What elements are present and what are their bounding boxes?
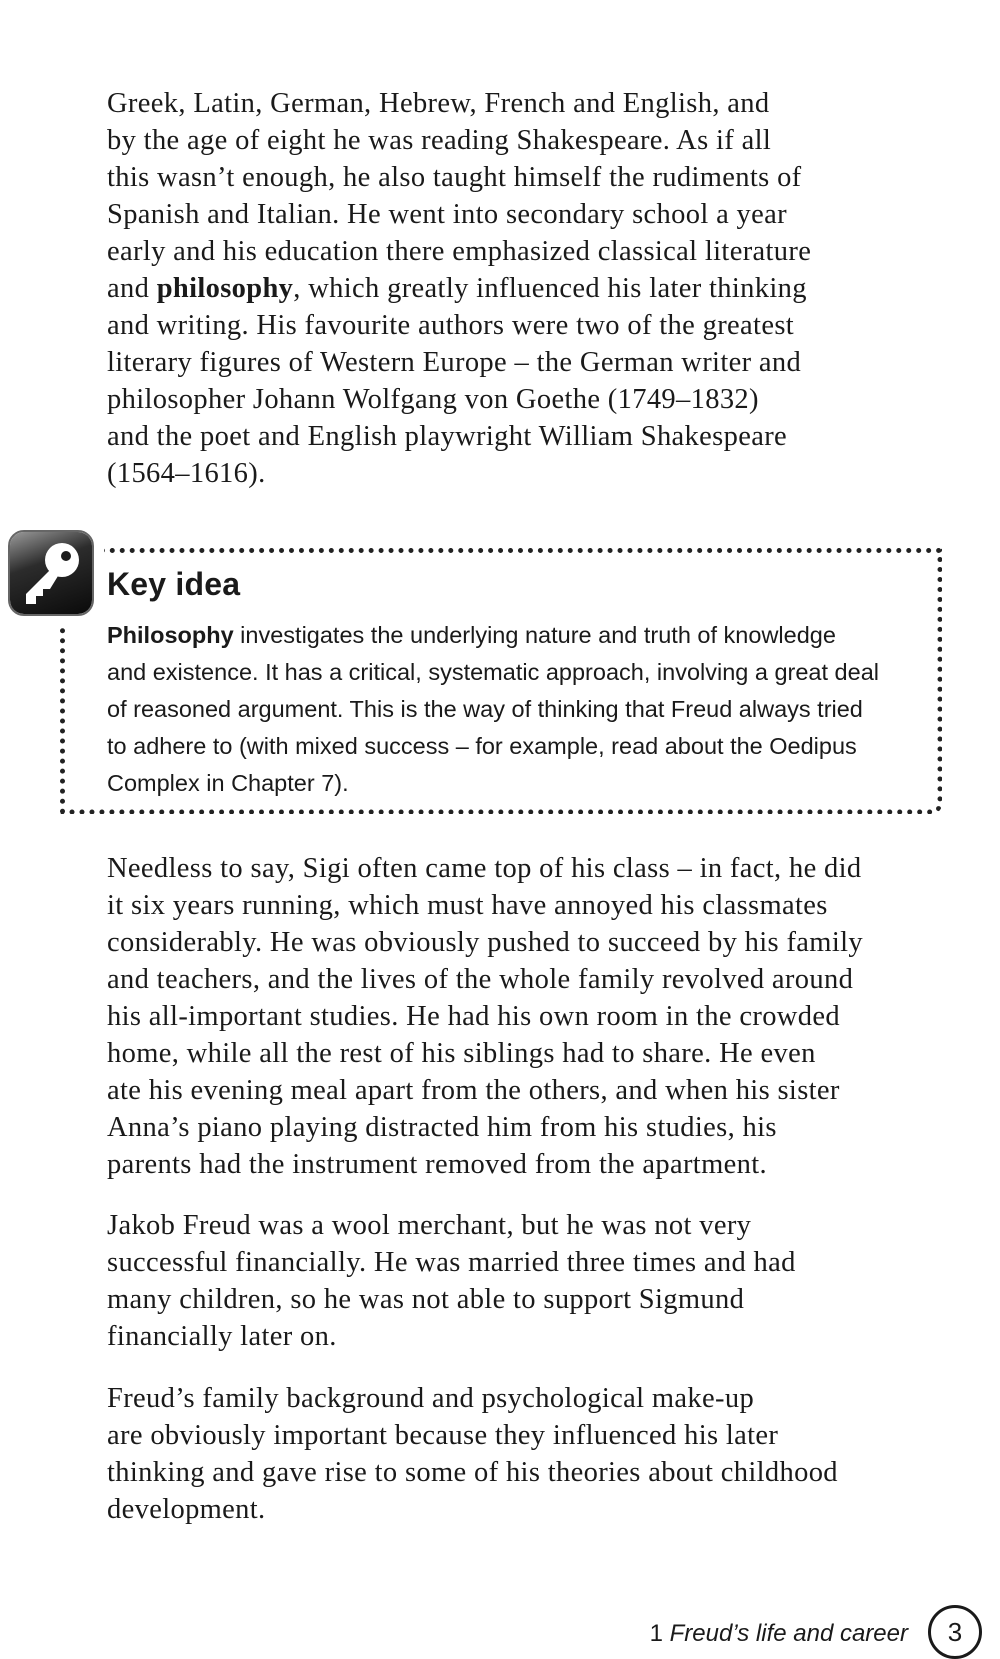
key-icon bbox=[8, 530, 94, 616]
key-idea-term: Philosophy bbox=[107, 622, 234, 648]
text-line: literary figures of Western Europe – the German writer and bbox=[107, 347, 802, 378]
text-line: Anna’s piano playing distracted him from his studies, his bbox=[107, 1112, 777, 1143]
text-line: and the poet and English playwright William Shakespeare bbox=[107, 421, 788, 452]
text-line: financially later on. bbox=[107, 1321, 337, 1352]
text-line bbox=[107, 270, 811, 307]
text-line: his all-important studies. He had his own room in the crowded bbox=[107, 1001, 840, 1032]
text-line: are obviously important because they influenced his later bbox=[107, 1420, 779, 1451]
text-span: , which greatly influenced his later thinking bbox=[293, 273, 807, 304]
text-span: and bbox=[107, 273, 157, 304]
chapter-number: 1 bbox=[649, 1620, 663, 1647]
text-line: (1564–1616). bbox=[107, 458, 266, 489]
key-icon-graphic bbox=[10, 532, 92, 614]
text-line: parents had the instrument removed from the apartment. bbox=[107, 1149, 767, 1180]
text-line: Spanish and Italian. He went into secondary school a year bbox=[107, 199, 787, 230]
text-span: investigates the underlying nature and truth of knowledge bbox=[233, 622, 836, 648]
text-line: Needless to say, Sigi often came top of his class – in fact, he did bbox=[107, 853, 862, 884]
text-line: Freud’s family background and psychological make-up bbox=[107, 1383, 755, 1414]
key-idea-text bbox=[107, 617, 879, 802]
text-line: home, while all the rest of his siblings had to share. He even bbox=[107, 1038, 816, 1069]
text-line: and writing. His favourite authors were two of the greatest bbox=[107, 310, 795, 341]
text-line: ate his evening meal apart from the others, and when his sister bbox=[107, 1075, 840, 1106]
text-line bbox=[107, 617, 879, 654]
text-line: this wasn’t enough, he also taught himself the rudiments of bbox=[107, 162, 802, 193]
paragraph-3 bbox=[107, 1207, 796, 1355]
text-line: and existence. It has a critical, systematic approach, involving a great deal bbox=[107, 659, 879, 685]
text-line: Greek, Latin, German, Hebrew, French and English, and bbox=[107, 88, 770, 119]
text-line: successful financially. He was married three times and had bbox=[107, 1247, 796, 1278]
text-line: of reasoned argument. This is the way of thinking that Freud always tried bbox=[107, 696, 863, 722]
text-line: development. bbox=[107, 1494, 266, 1525]
text-line: considerably. He was obviously pushed to succeed by his family bbox=[107, 927, 863, 958]
paragraph-2 bbox=[107, 850, 863, 1183]
text-line: and teachers, and the lives of the whole family revolved around bbox=[107, 964, 854, 995]
text-line: Complex in Chapter 7). bbox=[107, 770, 349, 796]
text-line: philosopher Johann Wolfgang von Goethe (1749–1832) bbox=[107, 384, 759, 415]
text-line: by the age of eight he was reading Shakespeare. As if all bbox=[107, 125, 772, 156]
text-line: many children, so he was not able to support Sigmund bbox=[107, 1284, 745, 1315]
text-line: thinking and gave rise to some of his theories about childhood bbox=[107, 1457, 838, 1488]
running-footer bbox=[650, 1620, 908, 1648]
paragraph-4 bbox=[107, 1380, 838, 1528]
text-line: Jakob Freud was a wool merchant, but he was not very bbox=[107, 1210, 752, 1241]
key-idea-title: Key idea bbox=[107, 566, 241, 602]
page-number: 3 bbox=[928, 1605, 982, 1659]
bold-term-philosophy: philosophy bbox=[156, 273, 294, 304]
paragraph-1 bbox=[107, 85, 811, 492]
text-line: it six years running, which must have annoyed his classmates bbox=[107, 890, 828, 921]
text-line: to adhere to (with mixed success – for example, read about the Oedipus bbox=[107, 733, 857, 759]
text-line: early and his education there emphasized classical literature bbox=[107, 236, 812, 267]
chapter-title: Freud’s life and career bbox=[669, 1620, 908, 1647]
